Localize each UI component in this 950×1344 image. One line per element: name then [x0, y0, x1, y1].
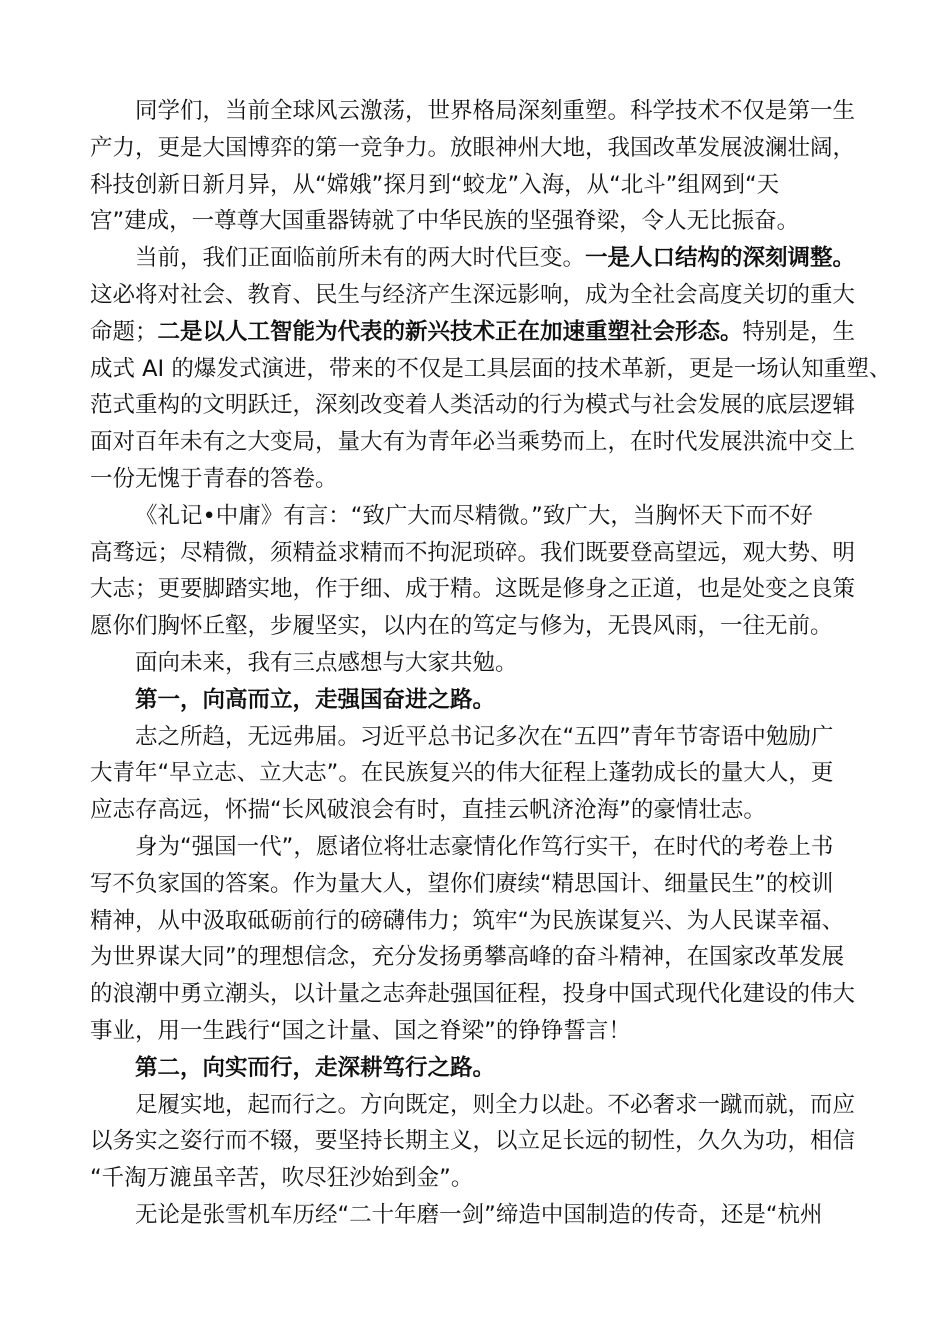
text-run: 的浪潮中勇立潮头，以计量之志奔赴强国征程，投身中国式现代化建设的伟大: [90, 981, 856, 1008]
text-line: [90, 277, 870, 314]
text-run: “千淘万漉虽辛苦，吹尽狂沙始到金”。: [90, 1165, 474, 1192]
text-run: 一份无愧于青春的答卷。: [90, 465, 338, 492]
text-line: [90, 682, 870, 719]
text-line: [90, 130, 870, 167]
text-run: 命题；: [90, 318, 158, 345]
text-run: 特别是，生: [742, 318, 856, 345]
text-run: 这必将对社会、教育、民生与经济产生深远影响，成为全社会高度关切的重大: [90, 281, 856, 308]
text-line: [90, 203, 870, 240]
text-run: 面对百年未有之大变局，量大有为青年必当乘势而上，在时代发展洪流中交上: [90, 429, 856, 456]
text-run: 科技创新日新月异，从“嫦娥”探月到“蛟龙”入海，从“北斗”组网到“天: [90, 171, 780, 198]
text-line: [90, 461, 870, 498]
text-run: 写不负家国的答案。作为量大人，望你们赓续“精思国计、细量民生”的校训: [90, 870, 834, 897]
text-line: [90, 1050, 870, 1087]
text-line: [90, 1123, 870, 1160]
text-line: [90, 645, 870, 682]
text-line: [90, 939, 870, 976]
text-line: [90, 1013, 870, 1050]
text-run: 应志存高远，怀揣“长风破浪会有时，直挂云帆济沧海”的豪情壮志。: [90, 797, 766, 824]
text-line: [90, 424, 870, 461]
text-line: [90, 903, 870, 940]
text-line: [90, 755, 870, 792]
text-line: [90, 571, 870, 608]
text-run: 以务实之姿行而不辍，要坚持长期主义，以立足长远的韧性，久久为功，相信: [90, 1128, 856, 1155]
text-run: 大青年“早立志、立大志”。在民族复兴的伟大征程上蓬勃成长的量大人，更: [90, 760, 834, 787]
text-line: [90, 93, 870, 130]
text-run: 无论是张雪机车历经“二十年磨一剑”缔造中国制造的传奇，还是“杭州: [135, 1201, 823, 1228]
bold-text: 第二，向实而行，走深耕笃行之路。: [135, 1054, 496, 1081]
text-line: [90, 608, 870, 645]
text-line: [90, 792, 870, 829]
text-line: [90, 498, 870, 535]
document-body: [90, 93, 892, 1234]
text-line: [90, 314, 870, 351]
text-line: [90, 976, 870, 1013]
bold-text: 一是人口结构的深刻调整。: [585, 245, 856, 272]
text-run: 身为“强国一代”，愿诸位将壮志豪情化作笃行实干，在时代的考卷上书: [135, 833, 834, 860]
text-run: 当前，我们正面临前所未有的两大时代巨变。: [135, 245, 586, 272]
text-run: 成式 AI 的爆发式演进，带来的不仅是工具层面的技术革新，更是一场认知重塑、: [90, 355, 892, 382]
text-run: 精神，从中汲取砥砺前行的磅礴伟力；筑牢“为民族谋复兴、为人民谋幸福、: [90, 907, 845, 934]
text-run: 愿你们胸怀丘壑，步履坚实，以内在的笃定与修为，无畏风雨，一往无前。: [90, 613, 833, 640]
text-run: 为世界谋大同”的理想信念，充分发扬勇攀高峰的奋斗精神，在国家改革发展: [90, 944, 845, 971]
text-line: [90, 829, 870, 866]
text-line: [90, 1160, 870, 1197]
text-line: [90, 167, 870, 204]
bold-text: 第一，向高而立，走强国奋进之路。: [135, 686, 496, 713]
text-line: [90, 719, 870, 756]
text-run: 志之所趋，无远弗届。习近平总书记多次在“五四”青年节寄语中勉励广: [135, 723, 834, 750]
text-run: 足履实地，起而行之。方向既定，则全力以赴。不必奢求一蹴而就，而应: [135, 1091, 856, 1118]
text-line: [90, 240, 870, 277]
text-run: 高骛远；尽精微，须精益求精而不拘泥琐碎。我们既要登高望远，观大势、明: [90, 539, 856, 566]
text-line: [90, 535, 870, 572]
text-line: [90, 351, 892, 388]
text-line: [90, 1197, 870, 1234]
text-line: [90, 1087, 870, 1124]
text-line: [90, 866, 870, 903]
bold-text: 二是以人工智能为代表的新兴技术正在加速重塑社会形态。: [157, 318, 743, 345]
text-run: 大志；更要脚踏实地，作于细、成于精。这既是修身之正道，也是处变之良策: [90, 576, 856, 603]
text-run: 事业，用一生践行“国之计量、国之脊梁”的铮铮誓言！: [90, 1017, 631, 1044]
text-run: 宫”建成，一尊尊大国重器铸就了中华民族的坚强脊梁，令人无比振奋。: [90, 208, 800, 235]
text-run: 产力，更是大国博弈的第一竞争力。放眼神州大地，我国改革发展波澜壮阔，: [90, 134, 856, 161]
text-run: 《礼记•中庸》有言：“致广大而尽精微。”致广大，当胸怀天下而不好: [135, 502, 813, 529]
text-run: 同学们，当前全球风云激荡，世界格局深刻重塑。科学技术不仅是第一生: [135, 98, 856, 124]
text-line: [90, 387, 870, 424]
text-run: 面向未来，我有三点感想与大家共勉。: [135, 649, 518, 676]
text-run: 范式重构的文明跃迁，深刻改变着人类活动的行为模式与社会发展的底层逻辑: [90, 392, 856, 419]
